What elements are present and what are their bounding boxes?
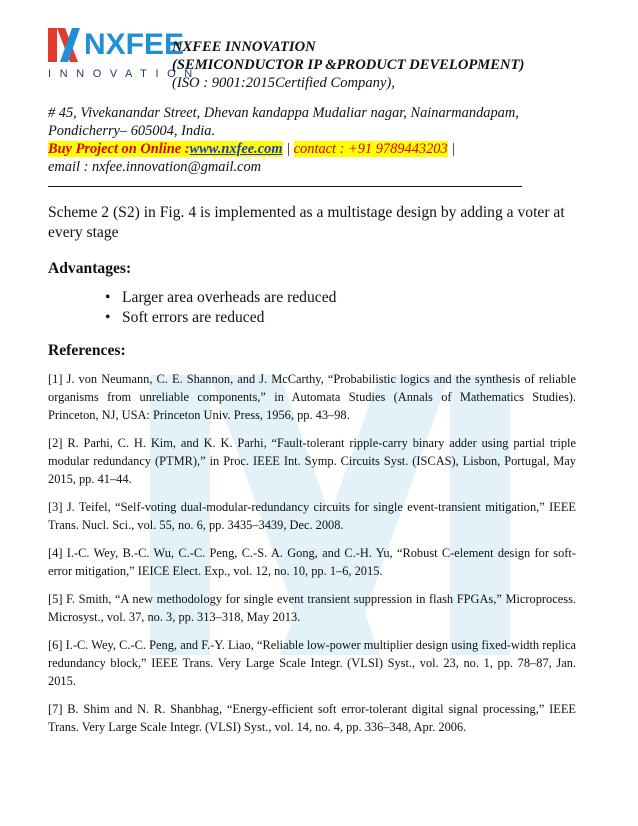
bullet-icon: • bbox=[105, 289, 111, 306]
document-body bbox=[48, 203, 576, 746]
nxfee-logo-icon bbox=[48, 26, 86, 64]
header-divider bbox=[48, 186, 522, 187]
reference-item: [5] F. Smith, “A new methodology for single event transient suppression in flash FPGAs,” Microprocess. Microsyst., vol. 37, no. 3, pp. 313–318, May 2013. bbox=[48, 592, 576, 624]
list-item bbox=[48, 288, 576, 308]
address-block bbox=[48, 104, 608, 176]
address-line-2: Pondicherry– 605004, India. bbox=[48, 123, 216, 139]
advantage-text: Soft errors are reduced bbox=[122, 309, 265, 326]
letterhead bbox=[48, 26, 608, 91]
reference-item: [3] J. Teifel, “Self-voting dual-modular-redundancy circuits for single event-transient mitigation,” IEEE Trans. Nucl. Sci., vol. 55, no. 6, pp. 3435–3439, Dec. 2008. bbox=[48, 500, 576, 532]
references-heading: References: bbox=[48, 342, 126, 359]
list-item bbox=[48, 308, 576, 328]
advantage-text: Larger area overheads are reduced bbox=[122, 289, 337, 306]
email-line: email : nxfee.innovation@gmail.com bbox=[48, 159, 262, 175]
phone-contact: contact : +91 9789443203 bbox=[293, 141, 448, 157]
bullet-icon: • bbox=[105, 309, 111, 326]
advantages-list bbox=[48, 288, 576, 328]
company-name: NXFEE INNOVATION bbox=[172, 39, 316, 55]
nxfee-logo bbox=[48, 26, 201, 86]
reference-item: [1] J. von Neumann, C. E. Shannon, and J. McCarthy, “Probabilistic logics and the synthesis of reliable organisms from unreliable components,” in Automata Studies (Annals of Mathematics Studies). Princeton, NJ, USA: Princeton Univ. Press, 1956, pp. 43–98. bbox=[48, 372, 576, 422]
intro-paragraph: Scheme 2 (S2) in Fig. 4 is implemented as a multistage design by adding a voter at every stage bbox=[48, 204, 565, 241]
separator: | bbox=[282, 141, 294, 157]
reference-item: [7] B. Shim and N. R. Shanbhag, “Energy-efficient soft error-tolerant digital signal processing,” IEEE Trans. Very Large Scale Integr. (VLSI) Syst., vol. 14, no. 4, pp. 336–348, Apr. 2006. bbox=[48, 702, 576, 734]
company-tagline: (SEMICONDUCTOR IP &PRODUCT DEVELOPMENT) bbox=[172, 57, 525, 73]
buy-online-label: Buy Project on Online : bbox=[48, 141, 190, 157]
address-line-1: # 45, Vivekanandar Street, Dhevan kandappa Mudaliar nagar, Nainarmandapam, bbox=[48, 105, 519, 121]
separator-end: | bbox=[447, 141, 456, 157]
company-block bbox=[172, 38, 524, 92]
reference-item: [6] I.-C. Wey, C.-C. Peng, and F.-Y. Liao, “Reliable low-power multiplier design using fixed-width replica redundancy block,” IEEE Trans. Very Large Scale Integr. (VLSI) Syst., vol. 23, no. 1, pp. 78–87, Jan. 2015. bbox=[48, 638, 576, 688]
iso-certification: (ISO : 9001:2015Certified Company), bbox=[172, 75, 395, 91]
website-link[interactable]: www.nxfee.com bbox=[189, 141, 283, 157]
contact-line bbox=[48, 140, 608, 158]
advantages-heading: Advantages: bbox=[48, 260, 132, 277]
references-list bbox=[48, 370, 576, 736]
logo-wordmark: NXFEE bbox=[84, 28, 185, 61]
reference-item: [4] I.-C. Wey, B.-C. Wu, C.-C. Peng, C.-S. A. Gong, and C.-H. Yu, “Robust C-element design for soft-error mitigation,” IEICE Elect. Exp., vol. 12, no. 10, pp. 1–6, 2015. bbox=[48, 546, 576, 578]
reference-item: [2] R. Parhi, C. H. Kim, and K. K. Parhi, “Fault-tolerant ripple-carry binary adder using partial triple modular redundancy (PTMR),” in Proc. IEEE Int. Symp. Circuits Syst. (ISCAS), Lisbon, Portugal, May 2015, pp. 41–44. bbox=[48, 436, 576, 486]
logo-subtitle: INNOVATION bbox=[48, 68, 201, 80]
buy-online-highlight bbox=[48, 141, 283, 157]
